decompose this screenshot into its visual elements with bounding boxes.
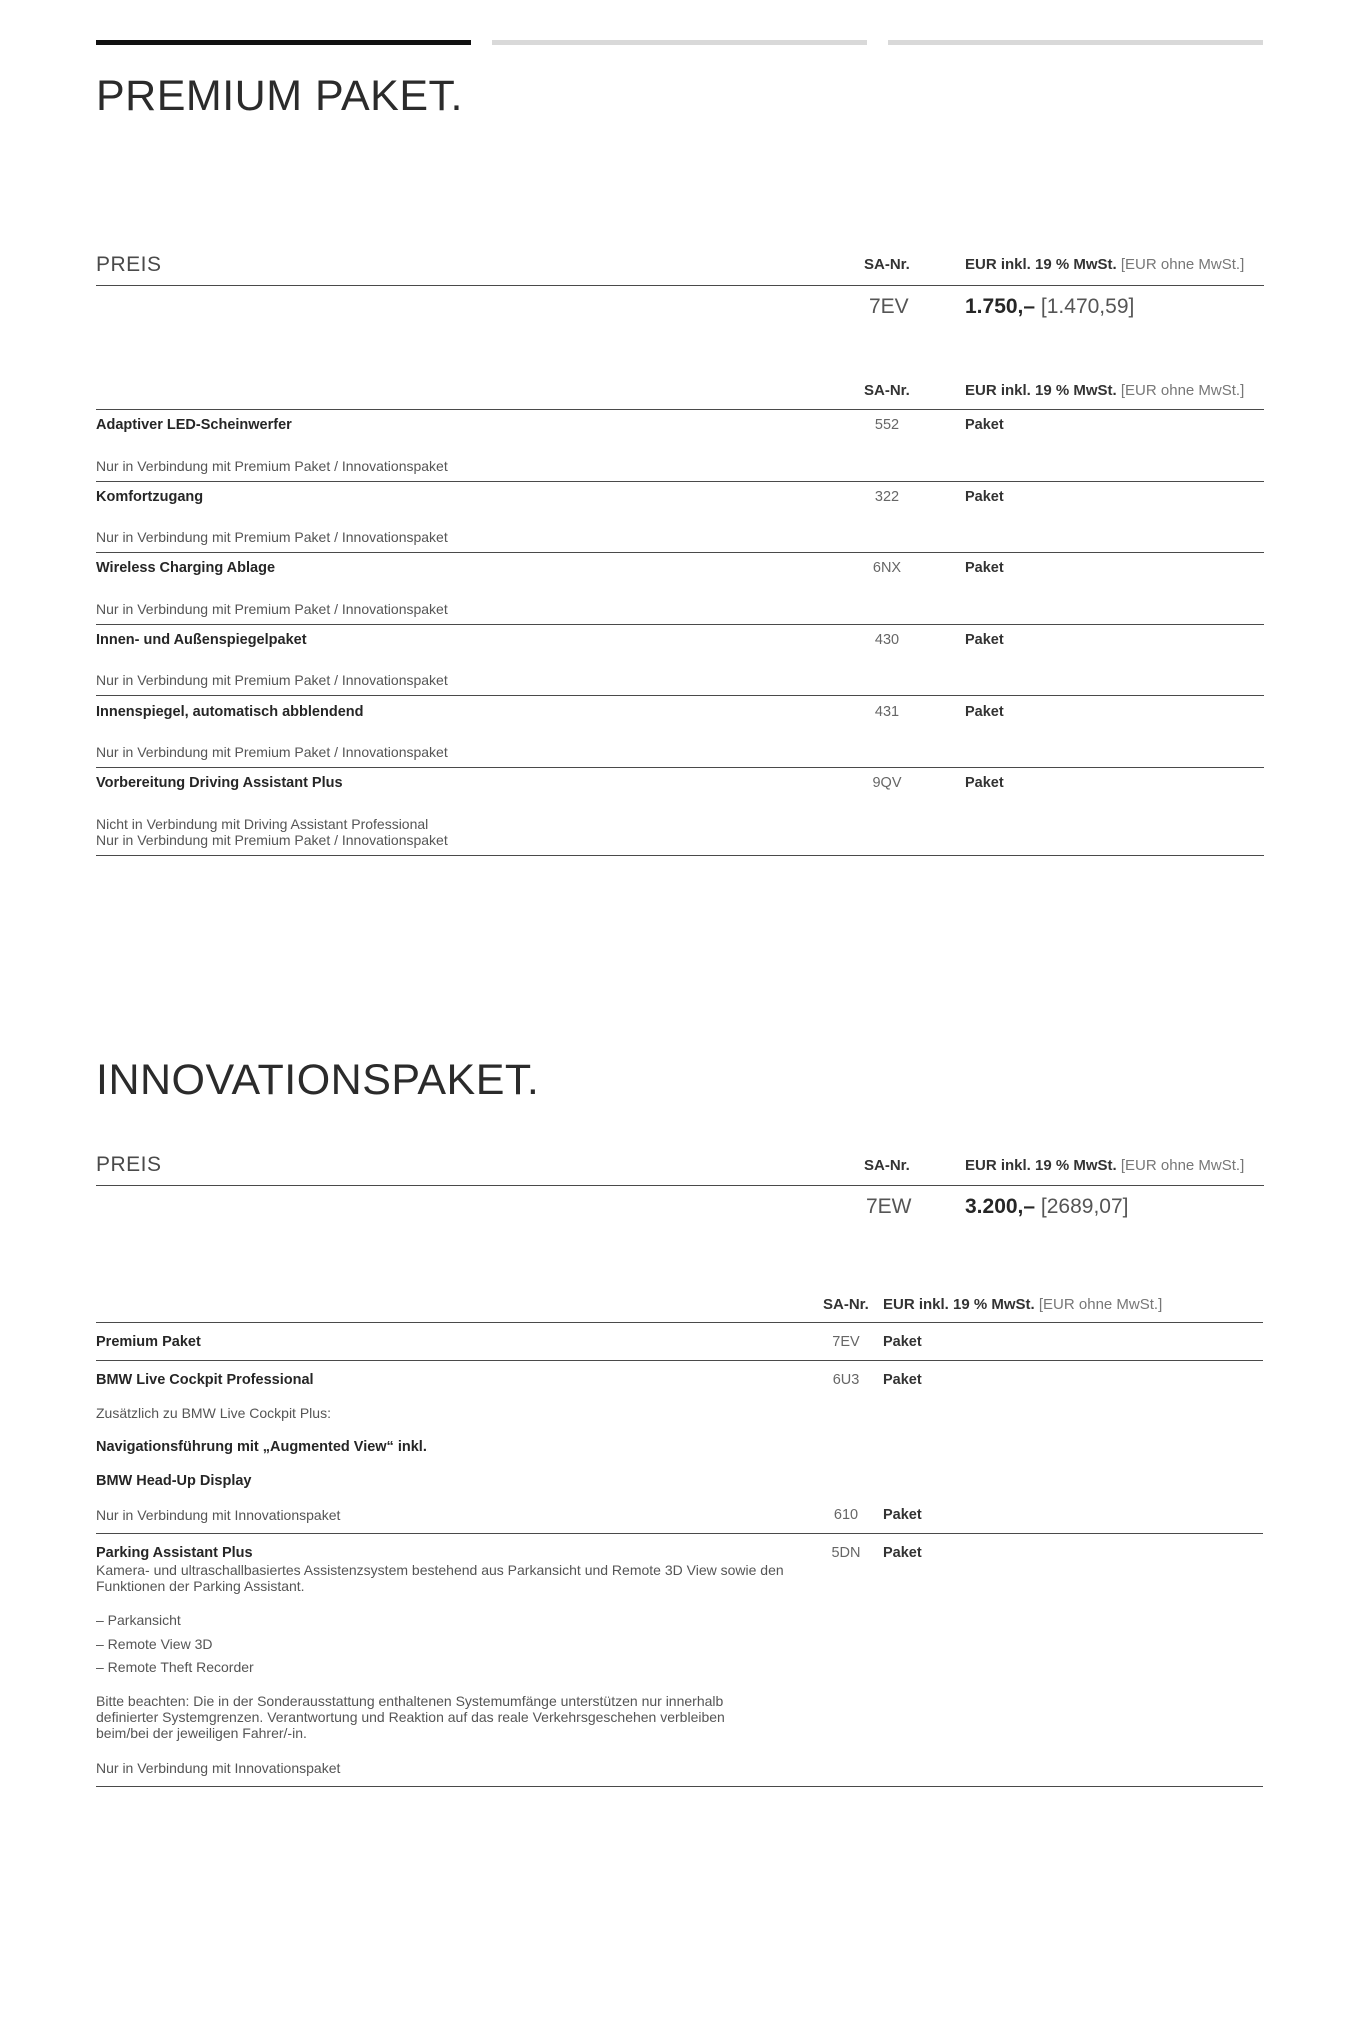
item-code: 552 [874,417,900,433]
item-name: Innen- und Außenspiegelpaket [96,632,307,648]
item-name: Wireless Charging Ablage [96,560,276,576]
item-name: Innenspiegel, automatisch abblendend [96,704,364,720]
item-code: 5DN [831,1545,861,1561]
eur-header: EUR inkl. 19 % MwSt. [EUR ohne MwSt.] [965,1157,1245,1174]
item-price: Paket [965,560,1004,576]
item-price: Paket [965,704,1004,720]
divider [96,695,1264,696]
item-code: 7EV [832,1334,860,1350]
item-note: Nur in Verbindung mit Premium Paket / Innovationspaket [96,744,448,760]
sa-header: SA-Nr. [864,256,910,273]
item-note: Nur in Verbindung mit Premium Paket / Innovationspaket [96,458,448,474]
item-code: 9QV [872,775,902,791]
divider [96,552,1264,553]
eur-header: EUR inkl. 19 % MwSt. [EUR ohne MwSt.] [965,382,1245,399]
item-description: Kamera- und ultraschallbasiertes Assistenzsystem bestehend aus Parkansicht und Remote 3D View sowie den [96,1562,784,1578]
page-title-premium: PREMIUM PAKET. [96,72,463,120]
item-price: Paket [883,1334,922,1350]
item-note: Nur in Verbindung mit Innovationspaket [96,1760,341,1776]
item-note: Nur in Verbindung mit Premium Paket / Innovationspaket [96,601,448,617]
divider [96,1185,1264,1186]
divider [96,481,1264,482]
item-code: 6U3 [832,1372,860,1388]
item-note: Nur in Verbindung mit Premium Paket / Innovationspaket [96,672,448,688]
item-code: 610 [833,1507,859,1523]
item-name: Vorbereitung Driving Assistant Plus [96,775,343,791]
item-name: Adaptiver LED-Scheinwerfer [96,417,292,433]
item-price: Paket [965,632,1004,648]
price-label: PREIS [96,1153,162,1176]
item-name: Premium Paket [96,1334,201,1350]
price-label: PREIS [96,253,162,276]
divider [96,1322,1263,1323]
eur-header: EUR inkl. 19 % MwSt. [EUR ohne MwSt.] [883,1296,1163,1313]
page-title-innovation: INNOVATIONSPAKET. [96,1056,540,1104]
item-description: Funktionen der Parking Assistant. [96,1578,305,1594]
divider [96,409,1264,410]
divider [96,285,1264,286]
item-price: Paket [965,417,1004,433]
item-price: Paket [965,775,1004,791]
item-note: Nicht in Verbindung mit Driving Assistant Professional [96,816,429,832]
divider [96,1360,1263,1361]
eur-header: EUR inkl. 19 % MwSt. [EUR ohne MwSt.] [965,256,1245,273]
hint-text: definierter Systemgrenzen. Verantwortung und Reaktion auf das reale Verkehrsgeschehen verbleiben [96,1709,725,1725]
divider [96,624,1264,625]
divider [96,1533,1263,1534]
item-name: BMW Live Cockpit Professional [96,1372,314,1388]
item-note: Nur in Verbindung mit Premium Paket / Innovationspaket [96,832,448,848]
item-code: 322 [874,489,900,505]
item-note: Nur in Verbindung mit Premium Paket / Innovationspaket [96,529,448,545]
sa-header: SA-Nr. [823,1296,869,1313]
price-code: 7EW [866,1195,912,1218]
item-price: Paket [883,1372,922,1388]
hint-text: Bitte beachten: Die in der Sonderausstattung enthaltenen Systemumfänge unterstützen nur innerhalb [96,1693,724,1709]
divider [96,855,1264,856]
progress-segment-3 [888,40,1263,45]
item-code: 6NX [872,560,902,576]
price-value: 1.750,– [1.470,59] [965,295,1135,318]
price-code: 7EV [869,295,909,318]
item-feature: Navigationsführung mit „Augmented View“ inkl. [96,1439,427,1455]
item-code: 430 [874,632,900,648]
bullet-item: – Remote View 3D [96,1636,213,1652]
bullet-item: – Remote Theft Recorder [96,1659,254,1675]
divider [96,767,1264,768]
price-value: 3.200,– [2689,07] [965,1195,1129,1218]
item-feature: BMW Head-Up Display [96,1473,252,1489]
hint-text: beim/bei der jeweiligen Fahrer/-in. [96,1725,307,1741]
item-code: 431 [874,704,900,720]
item-price: Paket [883,1507,922,1523]
item-price: Paket [965,489,1004,505]
divider [96,1786,1263,1787]
sa-header: SA-Nr. [864,1157,910,1174]
progress-segment-2 [492,40,867,45]
bullet-item: – Parkansicht [96,1612,181,1628]
item-name: Parking Assistant Plus [96,1545,253,1561]
progress-segment-1 [96,40,471,45]
item-note: Nur in Verbindung mit Innovationspaket [96,1507,341,1523]
item-note: Zusätzlich zu BMW Live Cockpit Plus: [96,1405,331,1421]
item-price: Paket [883,1545,922,1561]
item-name: Komfortzugang [96,489,204,505]
sa-header: SA-Nr. [864,382,910,399]
